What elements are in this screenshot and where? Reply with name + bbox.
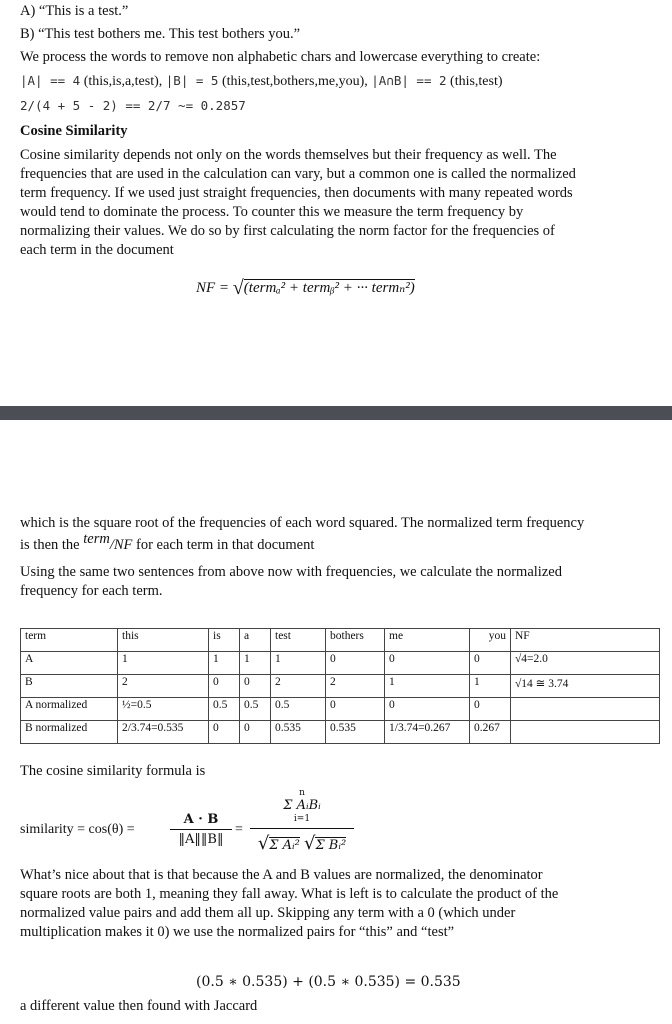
sentence-a: A) “This is a test.” bbox=[20, 3, 129, 19]
table-cell: √4=2.0 bbox=[511, 652, 660, 675]
header-cell: me bbox=[385, 629, 470, 652]
cosine-heading: Cosine Similarity bbox=[20, 123, 128, 139]
frequency-table bbox=[20, 628, 660, 744]
table-cell: A bbox=[21, 652, 118, 675]
closing-paragraph bbox=[20, 866, 665, 942]
table-cell: 2/3.74=0.535 bbox=[118, 721, 209, 744]
table-cell: 0.267 bbox=[470, 721, 511, 744]
table-cell: 1 bbox=[118, 652, 209, 675]
table-cell: ½=0.5 bbox=[118, 698, 209, 721]
final-calculation: (0.5 ∗ 0.535) + (0.5 ∗ 0.535) = 0.535 bbox=[196, 974, 461, 990]
sum-denominator bbox=[250, 828, 354, 854]
header-cell: this bbox=[118, 629, 209, 652]
header-cell: is bbox=[209, 629, 240, 652]
norm-product: ‖A‖‖B‖ bbox=[170, 829, 232, 847]
final-sentence: a different value then found with Jaccard bbox=[20, 998, 258, 1014]
table-cell: 1 bbox=[209, 652, 240, 675]
equals-sign: = bbox=[235, 822, 243, 837]
similarity-lhs: similarity = cos(θ) = bbox=[20, 822, 135, 837]
lower-limit: i=1 bbox=[293, 814, 311, 824]
formula-intro: The cosine similarity formula is bbox=[20, 763, 206, 779]
table-cell: A normalized bbox=[21, 698, 118, 721]
table-cell: 1 bbox=[385, 675, 470, 698]
set-intersection-size: |A∩B| == 2 bbox=[371, 73, 447, 88]
table-cell: 2 bbox=[118, 675, 209, 698]
table-row bbox=[21, 652, 660, 675]
table-cell: 0 bbox=[470, 698, 511, 721]
sqrt-icon: √ bbox=[303, 833, 316, 854]
part2-line1: which is the square root of the frequencies of each word squared. The normalized term frequency bbox=[20, 515, 585, 531]
table-cell: 2 bbox=[271, 675, 326, 698]
table-cell: B normalized bbox=[21, 721, 118, 744]
header-cell: term bbox=[21, 629, 118, 652]
part2-line4: frequency for each term. bbox=[20, 583, 163, 599]
set-b-words: (this,test,bothers,me,you), bbox=[221, 74, 368, 89]
paragraph-line: normalized value pairs and add them all up. Skipping any term with a 0 (which under bbox=[20, 905, 516, 921]
table-cell: 1 bbox=[271, 652, 326, 675]
set-b-size: |B| = 5 bbox=[165, 73, 219, 88]
table-cell: 0.535 bbox=[271, 721, 326, 744]
paragraph-line: each term in the document bbox=[20, 242, 174, 258]
upper-limit: n bbox=[299, 788, 305, 798]
table-cell: 0 bbox=[326, 652, 385, 675]
paragraph-line: square roots are both 1, meaning they fall away. What is left is to calculate the product of the bbox=[20, 886, 559, 902]
summation-fraction bbox=[250, 788, 354, 854]
paragraph-line: Cosine similarity depends not only on the words themselves but their frequency as well. The bbox=[20, 147, 557, 163]
table-cell bbox=[511, 721, 660, 744]
header-cell: a bbox=[240, 629, 271, 652]
paragraph-line: term frequency. If we used just straight frequencies, then documents with many repeated words bbox=[20, 185, 573, 201]
table-header-row bbox=[21, 629, 660, 652]
set-a-words: (this,is,a,test), bbox=[83, 74, 163, 89]
table-cell: √14 ≅ 3.74 bbox=[511, 675, 660, 698]
part2-line2 bbox=[20, 531, 315, 555]
sum-numerator: Σ AᵢBᵢ bbox=[283, 798, 321, 813]
sentence-b: B) “This test bothers me. This test bothers you.” bbox=[20, 26, 301, 42]
set-a-size: |A| == 4 bbox=[20, 73, 81, 88]
cosine-paragraph bbox=[20, 146, 660, 260]
table-cell bbox=[511, 698, 660, 721]
paragraph-line: would tend to dominate the process. To counter this we measure the term frequency by bbox=[20, 204, 524, 220]
dot-product: A · B bbox=[183, 812, 219, 827]
nf-rhs: (termₐ² + termᵦ² + ··· termₙ²) bbox=[243, 280, 415, 296]
term-fraction-den: /NF bbox=[109, 537, 133, 553]
table-row bbox=[21, 698, 660, 721]
table-cell: 1 bbox=[470, 675, 511, 698]
sqrt-icon: √ bbox=[232, 277, 244, 299]
table-cell: B bbox=[21, 675, 118, 698]
table-cell: 0 bbox=[326, 698, 385, 721]
table-cell: 0 bbox=[385, 652, 470, 675]
table-cell: 0.535 bbox=[326, 721, 385, 744]
table-cell: 0 bbox=[240, 675, 271, 698]
table-cell: 0 bbox=[209, 675, 240, 698]
paragraph-line: frequencies that are used in the calculation can vary, but a common one is called the normalized bbox=[20, 166, 576, 182]
sqrt-icon: √ bbox=[257, 833, 270, 854]
part2-line3: Using the same two sentences from above now with frequencies, we calculate the normalized bbox=[20, 564, 562, 580]
term-fraction-num: term bbox=[83, 531, 110, 547]
table-cell: 0.5 bbox=[209, 698, 240, 721]
table-row bbox=[21, 721, 660, 744]
header-cell: bothers bbox=[326, 629, 385, 652]
table-cell: 0.5 bbox=[240, 698, 271, 721]
table-cell: 2 bbox=[326, 675, 385, 698]
dot-over-norms bbox=[170, 812, 232, 847]
sum-den-a: Σ Aᵢ² bbox=[269, 838, 300, 853]
header-cell: NF bbox=[511, 629, 660, 652]
paragraph-line: normalizing their values. We do so by first calculating the norm factor for the frequencies of bbox=[20, 223, 555, 239]
part2-line2-post: for each term in that document bbox=[136, 537, 315, 553]
table-cell: 1 bbox=[240, 652, 271, 675]
table-row bbox=[21, 675, 660, 698]
sum-den-b: Σ Bᵢ² bbox=[315, 838, 347, 853]
set-intersection-words: (this,test) bbox=[450, 74, 503, 89]
paragraph-line: What’s nice about that is that because the A and B values are normalized, the denominator bbox=[20, 867, 543, 883]
paragraph-line: multiplication makes it 0) we use the normalized pairs for “this” and “test” bbox=[20, 924, 455, 940]
process-text: We process the words to remove non alphabetic chars and lowercase everything to create: bbox=[20, 49, 541, 65]
header-cell: test bbox=[271, 629, 326, 652]
nf-formula bbox=[196, 275, 415, 298]
table-cell: 0 bbox=[385, 698, 470, 721]
section-divider bbox=[0, 406, 672, 420]
table-cell: 0 bbox=[240, 721, 271, 744]
table-cell: 0.5 bbox=[271, 698, 326, 721]
nf-lhs: NF = bbox=[196, 280, 230, 296]
table-cell: 0 bbox=[209, 721, 240, 744]
header-cell: you bbox=[470, 629, 511, 652]
table-cell: 0 bbox=[470, 652, 511, 675]
table-cell: 1/3.74=0.267 bbox=[385, 721, 470, 744]
part2-line2-pre: is then the bbox=[20, 537, 80, 553]
set-sizes-line bbox=[20, 73, 503, 90]
jaccard-calc: 2/(4 + 5 - 2) == 2/7 ~= 0.2857 bbox=[20, 98, 246, 113]
